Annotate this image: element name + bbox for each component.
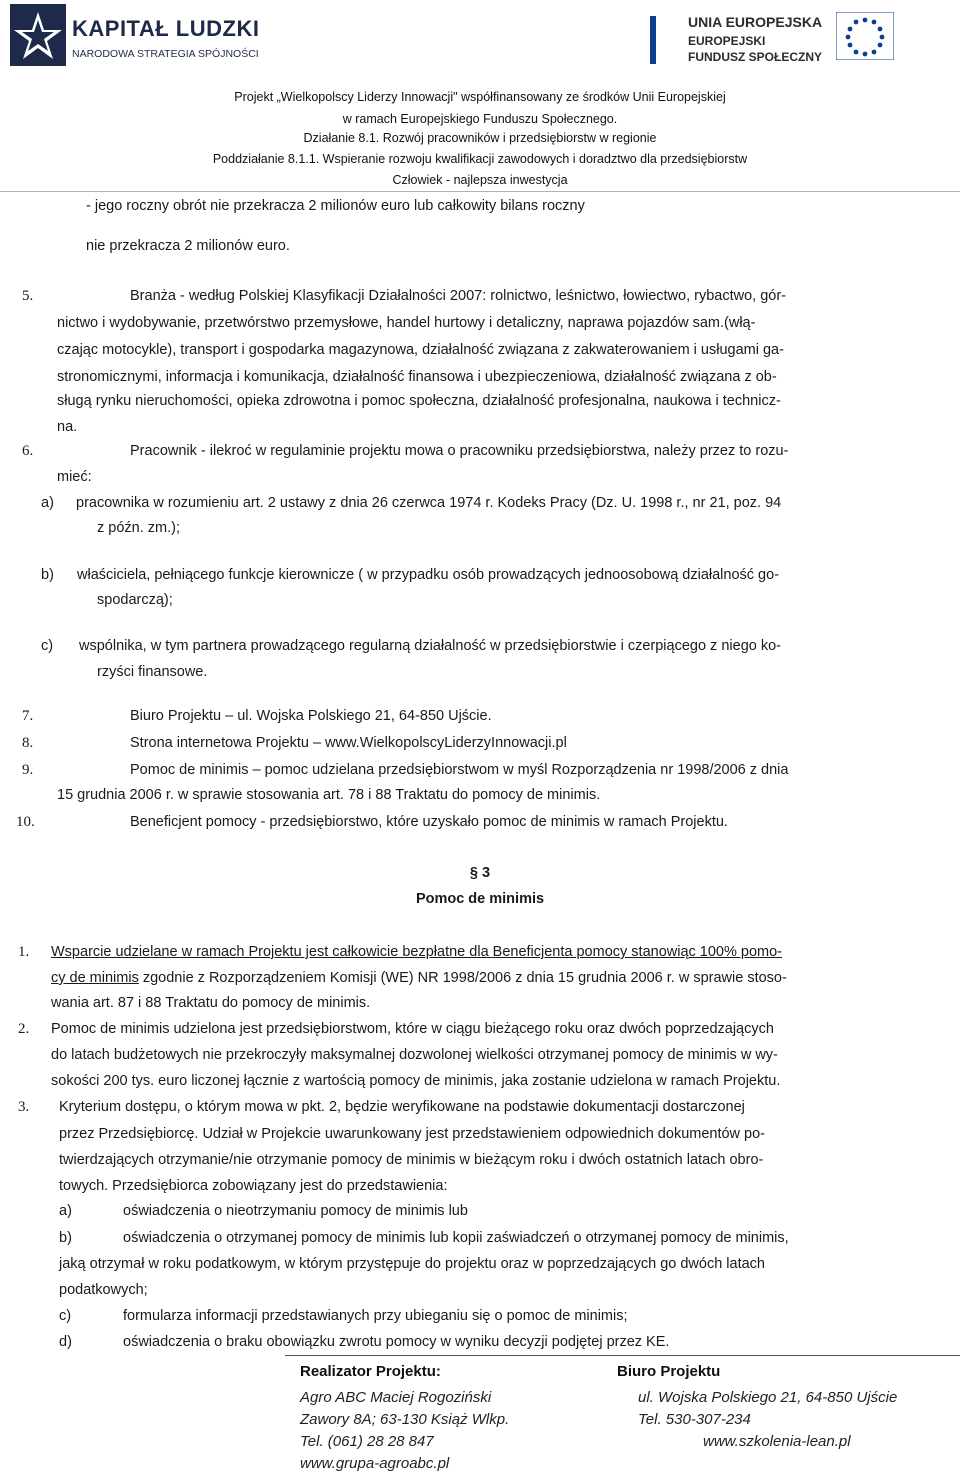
section-number: § 3 [469,865,491,881]
footer-office-line-1: ul. Wojska Polskiego 21, 64-850 Ujście [638,1389,898,1406]
footer-divider [285,1355,960,1356]
definition-10-number: 10. [16,814,35,830]
point-2-line-3: sokości 200 tys. euro liczonej łącznie z wartością pomocy de minimis, jaka zostanie udzielona w ramach Projektu. [51,1073,781,1089]
footer-realizator-line-4: www.grupa-agroabc.pl [300,1455,450,1472]
definition-6a-line-1: pracownika w rozumieniu art. 2 ustawy z dnia 26 czerwca 1974 r. Kodeks Pracy (Dz. U. 1998 r., nr 21, poz. 94 [76,495,782,511]
point-1-line-2-rest: zgodnie z Rozporządzeniem Komisji (WE) NR 1998/2006 z dnia 15 grudnia 2006 r. w sprawie stoso- [138,970,787,986]
footer-office-heading: Biuro Projektu [617,1363,721,1380]
project-header-line-4: Poddziałanie 8.1.1. Wspieranie rozwoju kwalifikacji zawodowych i doradztwo dla przedsiębiorstw [212,152,748,166]
definition-6b-mark: b) [41,567,54,583]
kapital-ludzki-title: KAPITAŁ LUDZKI [72,16,260,41]
point-3d-text: oświadczenia o braku obowiązku zwrotu pomocy w wyniku decyzji podjętej przez KE. [123,1334,670,1350]
point-1-line-2 [51,968,787,988]
point-2-number: 2. [18,1021,30,1037]
definition-6c-mark: c) [41,638,54,654]
intro-line-2: nie przekracza 2 milionów euro. [86,238,290,254]
definition-6-number: 6. [22,443,34,459]
kapital-ludzki-subtitle: NARODOWA STRATEGIA SPÓJNOŚCI [72,48,259,60]
intro-line-1: - jego roczny obrót nie przekracza 2 milionów euro lub całkowity bilans roczny [86,198,585,214]
section-title: Pomoc de minimis [415,891,545,907]
point-3a-text: oświadczenia o nieotrzymaniu pomocy de minimis lub [123,1203,468,1219]
definition-5-line-4: stronomicznymi, informacja i komunikacja, działalność finansowa i ubezpieczeniowa, działalność związana z ob- [57,369,777,385]
definition-7-text: Biuro Projektu – ul. Wojska Polskiego 21, 64-850 Ujście. [130,708,492,724]
definition-5-line-2: nictwo i wydobywanie, przetwórstwo przemysłowe, handel hurtowy i detaliczny, naprawa pojazdów sam.(włą- [57,315,756,331]
definition-5-line-3: czając motocykle), transport i gospodarka magazynowa, działalność związana z zakwaterowaniem i usługami ga- [57,342,784,358]
definition-5-number: 5. [22,288,34,304]
definition-8-text: Strona internetowa Projektu – www.WielkopolscyLiderzyInnowacji.pl [130,735,567,751]
definition-6-line-2: mieć: [57,469,92,485]
definition-8-number: 8. [22,735,34,751]
point-3b-line-2: jaką otrzymał w roku podatkowym, w którym przystępuje do projektu oraz w poprzedzających go dwóch latach [59,1256,765,1272]
project-header-line-2: w ramach Europejskiego Funduszu Społecznego. [342,112,618,126]
definition-6-line-1: Pracownik - ilekroć w regulaminie projektu mowa o pracowniku przedsiębiorstwa, należy przez to rozu- [130,443,789,459]
point-1-line-2-underlined: cy de minimis [51,970,139,986]
definition-6c-line-2: rzyści finansowe. [97,664,208,680]
definition-5-line-1: Branża - według Polskiej Klasyfikacji Działalności 2007: rolnictwo, leśnictwo, łowiectwo, rybactwo, gór- [130,288,786,304]
point-3-line-1: Kryterium dostępu, o którym mowa w pkt. 2, będzie weryfikowane na podstawie dokumentacji dostarczonej [59,1099,745,1115]
definition-6a-line-2: z późn. zm.); [97,520,180,536]
footer-office-line-3: www.szkolenia-lean.pl [703,1433,851,1450]
point-1-number: 1. [18,944,30,960]
definition-6b-line-1: właściciela, pełniącego funkcje kierownicze ( w przypadku osób prowadzących jednoosobową działalność go- [77,567,780,583]
point-2-line-1: Pomoc de minimis udzielona jest przedsiębiorstwom, które w ciągu bieżącego roku oraz dwóch poprzedzających [51,1021,774,1037]
point-3-line-2: przez Przedsiębiorcę. Udział w Projekcie uwarunkowany jest przedstawieniem odpowiednich dokumentów po- [59,1126,766,1142]
definition-7-number: 7. [22,708,34,724]
definition-6b-line-2: spodarczą); [97,592,173,608]
point-2-line-2: do latach budżetowych nie przekroczyły maksymalnej dozwolonej wielkości otrzymanej pomocy de minimis w wy- [51,1047,778,1063]
definition-9-line-2: 15 grudnia 2006 r. w sprawie stosowania art. 78 i 88 Traktatu do pomocy de minimis. [57,787,601,803]
footer-realizator-line-1: Agro ABC Maciej Rogoziński [300,1389,492,1406]
point-3b-mark: b) [59,1230,72,1246]
point-3b-line-3: podatkowych; [59,1282,148,1298]
eu-logo-line3: FUNDUSZ SPOŁECZNY [688,50,823,64]
eu-logo [650,12,950,70]
footer-realizator-line-3: Tel. (061) 28 28 847 [300,1433,434,1450]
definition-5-line-5: sługą rynku nieruchomości, opieka zdrowotna i pomoc społeczna, działalność profesjonalna, naukowa i technicz- [57,393,781,409]
point-3-number: 3. [18,1099,30,1115]
eu-flag-icon [650,16,682,64]
point-3c-text: formularza informacji przedstawianych przy ubieganiu się o pomoc de minimis; [123,1308,628,1324]
footer-realizator-line-2: Zawory 8A; 63-130 Książ Wlkp. [300,1411,510,1428]
point-3a-mark: a) [59,1203,72,1219]
point-3c-mark: c) [59,1308,72,1324]
definition-5-line-6: na. [57,419,78,435]
point-3b-line-1: oświadczenia o otrzymanej pomocy de minimis lub kopii zaświadczeń o otrzymanej pomocy de minimis, [123,1230,789,1246]
header-divider [0,191,960,192]
point-3-line-4: towych. Przedsiębiorca zobowiązany jest do przedstawienia: [59,1178,448,1194]
definition-9-number: 9. [22,762,34,778]
definition-9-line-1: Pomoc de minimis – pomoc udzielana przedsiębiorstwom w myśl Rozporządzenia nr 1998/2006 z dnia [130,762,789,778]
kapital-ludzki-logo [10,4,290,66]
eu-logo-line2: EUROPEJSKI [688,34,766,48]
definition-10-text: Beneficjent pomocy - przedsiębiorstwo, które uzyskało pomoc de minimis w ramach Projektu. [130,814,728,830]
eu-stars-icon [836,12,894,60]
kapital-ludzki-star-icon [10,4,66,66]
point-1-line-1: Wsparcie udzielane w ramach Projektu jest całkowicie bezpłatne dla Beneficjenta pomocy stanowiąc 100% pomo- [51,944,783,960]
point-3d-mark: d) [59,1334,72,1350]
point-3-line-3: twierdzających otrzymanie/nie otrzymanie pomocy de minimis w bieżącym roku i dwóch ostatnich latach obro- [59,1152,764,1168]
eu-logo-line1: UNIA EUROPEJSKA [688,14,823,30]
footer-realizator-heading: Realizator Projektu: [300,1363,441,1380]
footer-office-line-2: Tel. 530-307-234 [638,1411,751,1428]
project-header-line-1: Projekt „Wielkopolscy Liderzy Innowacji" współfinansowany ze środków Unii Europejskiej [234,90,726,104]
project-header-line-5: Człowiek - najlepsza inwestycja [392,173,568,187]
point-1-line-3: wania art. 87 i 88 Traktatu do pomocy de minimis. [51,995,371,1011]
project-header-line-3: Działanie 8.1. Rozwój pracowników i przedsiębiorstw w regionie [303,131,657,145]
definition-6c-line-1: wspólnika, w tym partnera prowadzącego regularną działalność w przedsiębiorstwie i czerpiącego z niego ko- [79,638,781,654]
definition-6a-mark: a) [41,495,54,511]
